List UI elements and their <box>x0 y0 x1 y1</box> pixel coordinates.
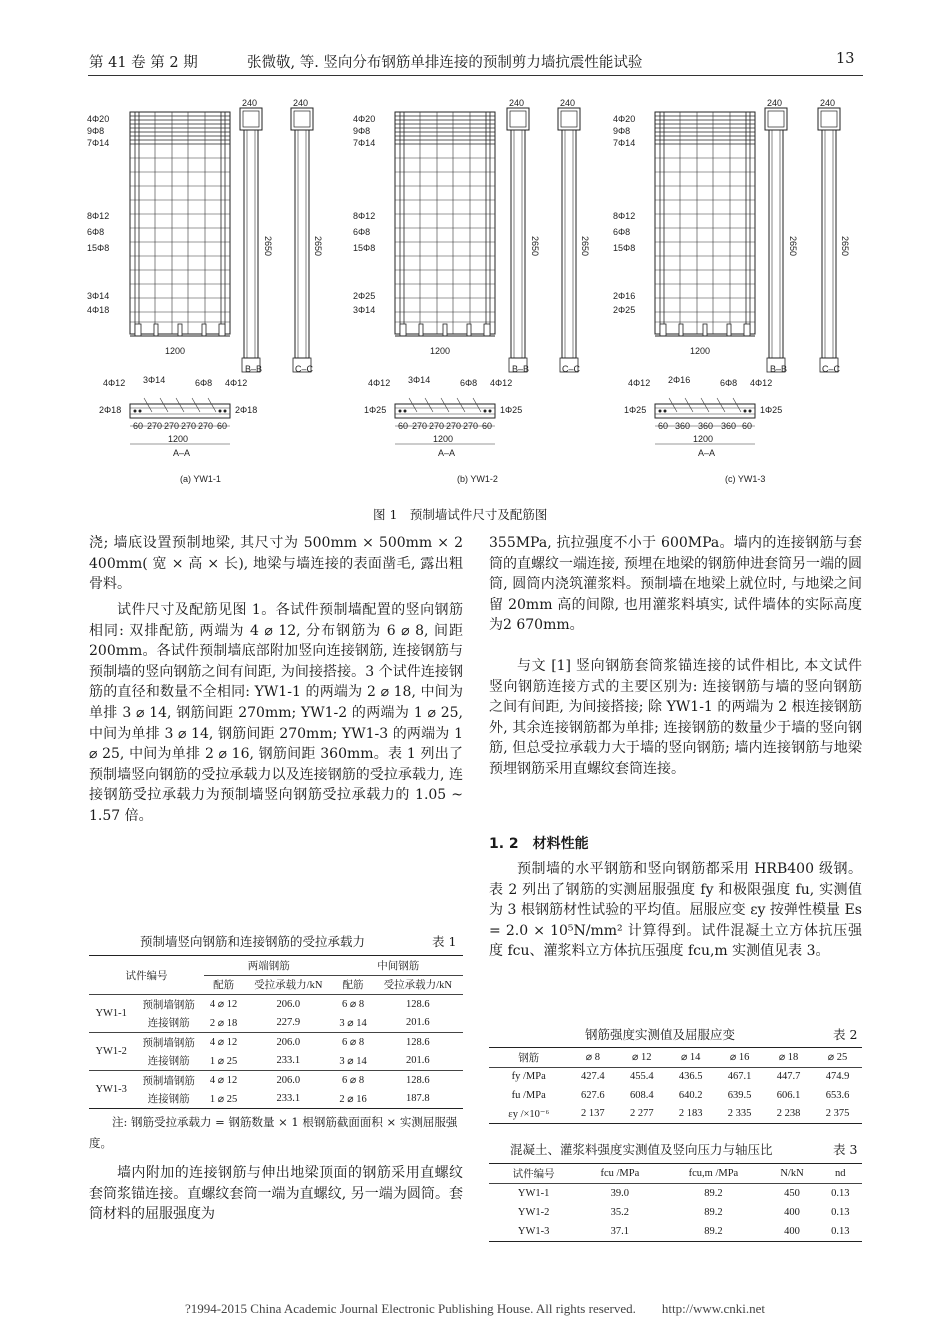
t2-cell: 467.1 <box>727 1071 752 1083</box>
fig-a-sp-4: 270 <box>198 421 214 431</box>
fig-b-label-7: 2Φ25 <box>353 291 376 301</box>
right-para-3: 预制墙的水平钢筋和竖向钢筋都采用 HRB400 级钢。表 2 列出了钢筋的实测屈服强度 fy 和极限强度 fu, 实测值为 3 根钢筋材性试验的平均值。屈服应变 εy 按弹性模量 Es = 2.0 × 10⁵N/mm² 计算得到。试件混凝土立方体抗压强度 fcu、灌浆料立方体抗压强度 fcu,m 实测值见表 3。 <box>489 861 862 960</box>
t1-cell: 预制墙钢筋 <box>142 1037 195 1049</box>
fig-c-aa-left: 1Φ25 <box>624 405 647 415</box>
t1-cell: 连接钢筋 <box>147 1056 190 1068</box>
fig-b-aa-t2: 3Φ14 <box>408 375 431 385</box>
fig-b-caption: (b) YW1-2 <box>457 474 498 484</box>
fig-a-aa-left: 2Φ18 <box>99 405 122 415</box>
fig-b-bb-label: B–B <box>512 364 530 374</box>
t2-cell: 2 183 <box>678 1108 703 1120</box>
t2-cell: 2 335 <box>727 1108 752 1120</box>
t1-head-cap-2: 受拉承载力/kN <box>383 980 452 992</box>
t1-cell: 206.0 <box>276 998 301 1010</box>
t1-head-end: 两端钢筋 <box>204 956 333 976</box>
t1-cell: 1 ⌀ 25 <box>209 1055 238 1067</box>
table-1 <box>89 955 463 1109</box>
table-3-title: 混凝土、灌浆料强度实测值及竖向压力与轴压比 <box>510 1142 773 1157</box>
t3-cell: 0.13 <box>831 1207 850 1218</box>
fig-a-sp-0: 60 <box>133 421 144 431</box>
t1-head-reinf-1: 配筋 <box>213 980 235 992</box>
fig-b-sp-2: 270 <box>429 421 445 431</box>
t1-cell: 4 ⌀ 12 <box>209 999 238 1011</box>
fig-c-aa-t1: 4Φ12 <box>628 378 651 388</box>
t2-head: ⌀ 8 <box>585 1052 600 1064</box>
fig-c-sp-3: 360 <box>721 421 737 431</box>
t1-cell: 6 ⌀ 8 <box>342 999 365 1011</box>
fig-a-label-3: 7Φ14 <box>87 138 110 148</box>
t1-row-id: YW1-1 <box>95 1008 127 1019</box>
t3-head: nd <box>835 1168 846 1179</box>
t2-cell: 447.7 <box>776 1071 801 1083</box>
t2-cell: 474.9 <box>825 1071 850 1083</box>
fig-a-caption: (a) YW1-1 <box>180 474 221 484</box>
t1-cell: 连接钢筋 <box>147 1018 190 1030</box>
t1-cell: 连接钢筋 <box>147 1094 190 1106</box>
t3-head: fcu /MPa <box>600 1168 640 1179</box>
t3-cell: YW1-1 <box>517 1188 550 1199</box>
panel-c-section-cc <box>818 108 840 372</box>
fig-b-bb-top: 240 <box>509 98 525 108</box>
fig-a-width: 1200 <box>165 346 186 356</box>
fig-c-sp-1: 360 <box>675 421 691 431</box>
t3-cell: 37.1 <box>610 1226 630 1237</box>
t1-cell: 6 ⌀ 8 <box>342 1075 365 1087</box>
fig-a-label-4: 8Φ12 <box>87 211 110 221</box>
t1-row-id: YW1-3 <box>89 1071 133 1109</box>
panel-c-section-bb <box>765 108 787 372</box>
table-2-number: 表 2 <box>833 1027 858 1042</box>
t1-cell: 233.1 <box>276 1055 301 1067</box>
t1-cell: 2 ⌀ 16 <box>339 1093 367 1105</box>
t2-cell: 640.2 <box>678 1089 703 1101</box>
right-para-2: 与文 [1] 竖向钢筋套筒浆锚连接的试件相比, 本文试件竖向钢筋连接方式的主要区别为: 连接钢筋与墙的竖向钢筋之间有间距, 为间接搭接; 除 YW1-1 的两端为 2 根连接钢筋外, 其余连接钢筋都为单排; 连接钢筋的数量少于墙的竖向钢筋, 但总受拉承载力大于墙的竖向钢筋; 墙内连接钢筋与地梁预埋钢筋采用直螺纹套筒连接。 <box>489 658 862 777</box>
fig-b-label-8: 3Φ14 <box>353 305 376 315</box>
fig-c-label-2: 9Φ8 <box>613 126 631 136</box>
fig-b-aa-right: 1Φ25 <box>500 405 523 415</box>
t3-cell: 35.2 <box>610 1207 630 1218</box>
fig-c-width: 1200 <box>690 346 711 356</box>
fig-a-sp-5: 60 <box>217 421 228 431</box>
t3-cell: 89.2 <box>704 1226 723 1237</box>
panel-b-elevation <box>395 112 495 336</box>
t3-head: 试件编号 <box>512 1169 555 1180</box>
left-para-3: 墙内附加的连接钢筋与伸出地梁顶面的钢筋采用直螺纹套筒浆锚连接。直螺纹套筒一端为直螺纹, 另一端为圆筒。套筒材料的屈服强度为 <box>89 1165 463 1223</box>
table-2-title: 钢筋强度实测值及屈服应变 <box>585 1027 736 1042</box>
fig-a-sp-2: 270 <box>164 421 180 431</box>
t1-head-id: 试件编号 <box>89 956 204 995</box>
fig-c-label-7: 2Φ16 <box>613 291 636 301</box>
t2-cell: fy /MPa <box>511 1071 546 1083</box>
t3-cell: 89.2 <box>704 1207 723 1218</box>
fig-a-height-c: 2650 <box>313 236 323 257</box>
t1-cell: 4 ⌀ 12 <box>209 1037 238 1049</box>
fig-b-aa-t3: 6Φ8 <box>460 378 478 388</box>
fig-c-sp-0: 60 <box>658 421 669 431</box>
fig-c-label-5: 6Φ8 <box>613 227 631 237</box>
t2-cell: 436.5 <box>678 1071 703 1083</box>
fig-b-label-2: 9Φ8 <box>353 126 371 136</box>
fig-a-label-8: 4Φ18 <box>87 305 110 315</box>
t2-cell: 653.6 <box>825 1089 850 1101</box>
fig-a-bb-top: 240 <box>242 98 258 108</box>
fig-c-cc-top: 240 <box>820 98 836 108</box>
fig-b-label-5: 6Φ8 <box>353 227 371 237</box>
fig-b-sp-0: 60 <box>398 421 409 431</box>
fig-c-sp-2: 360 <box>698 421 714 431</box>
t1-cell: 206.0 <box>276 1074 301 1086</box>
copyright-footer: ?1994-2015 China Academic Journal Electronic Publishing House. All rights reserved. http://www.cnki.net <box>184 1301 766 1316</box>
fig-c-aa-t2: 2Φ16 <box>668 375 691 385</box>
fig-c-aa-label: A–A <box>698 448 716 458</box>
fig-c-label-3: 7Φ14 <box>613 138 636 148</box>
t3-cell: 89.2 <box>704 1188 723 1199</box>
t1-cell: 128.6 <box>406 1074 430 1086</box>
t2-cell: fu /MPa <box>511 1089 546 1101</box>
t2-head: ⌀ 12 <box>632 1052 652 1064</box>
fig-a-cc-top: 240 <box>293 98 309 108</box>
right-para-1: 355MPa, 抗拉强度不小于 600MPa。墙内的连接钢筋与套筒的直螺纹一端连接, 预埋在地梁的钢筋伸进套筒另一端的圆筒, 圆筒内浇筑灌浆料。预制墙在地梁上就位时, 与地梁之间留 20mm 高的间隙, 也用灌浆料填实, 试件墙体的实际高度为2 670mm。 <box>489 535 862 634</box>
t1-cell: 1 ⌀ 25 <box>209 1093 238 1105</box>
fig-c-bb-label: B–B <box>770 364 788 374</box>
t3-cell: 400 <box>784 1226 800 1237</box>
t1-cell: 3 ⌀ 14 <box>339 1055 367 1067</box>
left-para-1: 浇; 墙底设置预制地梁, 其尺寸为 500mm × 500mm × 2 400mm( 宽 × 高 × 长), 地梁与墙连接的表面凿毛, 露出粗骨料。 <box>89 535 463 593</box>
fig-a-cc-label: C–C <box>295 364 314 374</box>
t3-head: N/kN <box>780 1168 804 1179</box>
fig-c-aa-width: 1200 <box>693 434 714 444</box>
fig-b-sp-3: 270 <box>446 421 462 431</box>
fig-b-height-b: 2650 <box>530 236 540 257</box>
journal-volume: 第 41 卷 第 2 期 <box>89 55 198 71</box>
table-3-number: 表 3 <box>833 1142 858 1157</box>
t3-head: fcu,m /MPa <box>688 1168 739 1179</box>
t3-cell: 0.13 <box>831 1226 850 1237</box>
fig-b-aa-label: A–A <box>438 448 456 458</box>
fig-a-sp-3: 270 <box>181 421 197 431</box>
panel-a-elevation <box>130 112 230 336</box>
fig-b-label-3: 7Φ14 <box>353 138 376 148</box>
t1-cell: 预制墙钢筋 <box>142 999 195 1011</box>
t3-cell: 39.0 <box>610 1188 630 1199</box>
table-3 <box>489 1163 862 1242</box>
fig-c-aa-t3: 6Φ8 <box>720 378 738 388</box>
fig-b-sp-1: 270 <box>412 421 428 431</box>
fig-c-bb-top: 240 <box>767 98 783 108</box>
table-1-number: 表 1 <box>432 934 457 949</box>
t1-cell: 预制墙钢筋 <box>142 1075 195 1087</box>
figure-1-caption: 图 1 预制墙试件尺寸及配筋图 <box>373 507 548 522</box>
t2-cell: 427.4 <box>581 1071 605 1083</box>
fig-a-sp-1: 270 <box>147 421 163 431</box>
fig-b-aa-t1: 4Φ12 <box>368 378 391 388</box>
t2-cell: 639.5 <box>727 1089 752 1101</box>
article-title: 张微敬, 等. 竖向分布钢筋单排连接的预制剪力墙抗震性能试验 <box>247 55 643 71</box>
fig-b-cc-top: 240 <box>560 98 576 108</box>
fig-b-aa-t4: 4Φ12 <box>490 378 513 388</box>
fig-a-aa-right: 2Φ18 <box>235 405 258 415</box>
fig-a-label-2: 9Φ8 <box>87 126 105 136</box>
table-1-note: 注: 钢筋受拉承载力 = 钢筋数量 × 1 根钢筋截面面积 × 实测屈服强度。 <box>89 1115 458 1150</box>
t2-head: ⌀ 16 <box>729 1052 750 1064</box>
t2-cell: 627.6 <box>581 1089 605 1101</box>
panel-c-elevation <box>655 112 755 336</box>
fig-b-label-4: 8Φ12 <box>353 211 376 221</box>
fig-c-height-b: 2650 <box>788 236 798 257</box>
panel-a-section-bb <box>240 108 262 372</box>
t2-head: ⌀ 14 <box>680 1052 701 1064</box>
t2-cell: 2 375 <box>825 1108 850 1120</box>
t2-head: ⌀ 18 <box>778 1052 799 1064</box>
fig-a-aa-t4: 4Φ12 <box>225 378 248 388</box>
fig-b-label-6: 15Φ8 <box>353 243 376 253</box>
fig-a-height-b: 2650 <box>263 236 273 257</box>
fig-c-label-4: 8Φ12 <box>613 211 636 221</box>
t3-cell: YW1-2 <box>517 1207 550 1218</box>
fig-c-cc-label: C–C <box>822 364 841 374</box>
t2-cell: 455.4 <box>629 1071 654 1083</box>
page-number: 13 <box>836 51 855 67</box>
t2-cell: 606.1 <box>776 1089 801 1101</box>
fig-c-label-6: 15Φ8 <box>613 243 636 253</box>
t2-cell: 608.4 <box>629 1089 654 1101</box>
t2-head: ⌀ 25 <box>827 1052 848 1064</box>
fig-a-label-1: 4Φ20 <box>87 114 110 124</box>
fig-b-sp-4: 270 <box>463 421 479 431</box>
t3-cell: 450 <box>784 1188 800 1199</box>
fig-c-sp-4: 60 <box>742 421 753 431</box>
fig-a-label-5: 6Φ8 <box>87 227 105 237</box>
fig-b-aa-left: 1Φ25 <box>364 405 387 415</box>
fig-c-aa-t4: 4Φ12 <box>750 378 773 388</box>
t2-head: 钢筋 <box>518 1052 540 1064</box>
t2-cell: εy /×10⁻⁶ <box>508 1108 550 1120</box>
t3-cell: 0.13 <box>831 1188 850 1199</box>
figure-1-drawings <box>85 96 875 501</box>
left-para-2: 试件尺寸及配筋见图 1。各试件预制墙配置的竖向钢筋相同: 双排配筋, 两端为 4 ⌀ 12, 分布钢筋为 6 ⌀ 8, 间距 200mm。各试件预制墙底部附加竖向连接钢筋, 连接钢筋与预制墙的竖向钢筋之间有间距, 为间接搭接。3 个试件连接钢筋的直径和数量不全相同: YW1-1 的两端为 2 ⌀ 18, 中间为单排 3 ⌀ 14, 钢筋间距 270mm; YW1-2 的两端为 1 ⌀ 25, 中间为单排 3 ⌀ 14, 钢筋间距 270mm; YW1-3 的两端为 1 ⌀ 25, 中间为单排 2 ⌀ 16, 钢筋间距 360mm。表 1 列出了预制墙竖向钢筋的受拉承载力以及连接钢筋的受拉承载力, 连接钢筋受拉承载力为预制墙竖向钢筋受拉承载力的 1.05 ~ 1.57 倍。 <box>89 602 463 824</box>
t1-cell: 2 ⌀ 18 <box>209 1017 238 1029</box>
fig-b-label-1: 4Φ20 <box>353 114 376 124</box>
fig-a-label-7: 3Φ14 <box>87 291 110 301</box>
fig-b-sp-5: 60 <box>482 421 493 431</box>
fig-c-label-1: 4Φ20 <box>613 114 636 124</box>
t1-cell: 128.6 <box>406 998 430 1010</box>
t1-row-id: YW1-2 <box>89 1033 133 1071</box>
t2-cell: 2 238 <box>776 1108 801 1120</box>
t1-cell: 227.9 <box>276 1017 301 1029</box>
fig-c-aa-right: 1Φ25 <box>760 405 783 415</box>
t1-cell: 206.0 <box>276 1036 301 1048</box>
fig-a-aa-t3: 6Φ8 <box>195 378 213 388</box>
fig-a-aa-t2: 3Φ14 <box>143 375 166 385</box>
t1-cell: 4 ⌀ 12 <box>209 1075 238 1087</box>
t1-cell: 187.8 <box>406 1093 430 1105</box>
t1-cell: 128.6 <box>406 1036 430 1048</box>
t1-cell: 6 ⌀ 8 <box>342 1037 365 1049</box>
fig-c-caption: (c) YW1-3 <box>725 474 766 484</box>
t1-cell: 201.6 <box>406 1017 430 1029</box>
fig-a-aa-label: A–A <box>173 448 191 458</box>
fig-a-bb-label: B–B <box>245 364 263 374</box>
header-rule <box>88 75 863 76</box>
t2-cell: 2 137 <box>581 1108 605 1120</box>
t1-cell: 201.6 <box>406 1055 430 1067</box>
t1-head-mid: 中间钢筋 <box>333 956 463 976</box>
fig-c-height-c: 2650 <box>840 236 850 257</box>
t1-cell: 3 ⌀ 14 <box>339 1017 367 1029</box>
panel-b-section-bb <box>507 108 529 372</box>
fig-a-aa-t1: 4Φ12 <box>103 378 126 388</box>
table-1-title: 预制墙竖向钢筋和连接钢筋的受拉承载力 <box>140 934 366 949</box>
panel-b-section-cc <box>558 108 580 372</box>
fig-a-aa-width: 1200 <box>168 434 189 444</box>
panel-a-section-cc <box>291 108 313 372</box>
t3-cell: YW1-3 <box>517 1226 550 1237</box>
table-2 <box>489 1047 862 1124</box>
fig-b-height-c: 2650 <box>580 236 590 257</box>
fig-a-label-6: 15Φ8 <box>87 243 110 253</box>
fig-c-label-8: 2Φ25 <box>613 305 636 315</box>
t3-cell: 400 <box>784 1207 800 1218</box>
t1-head-reinf-2: 配筋 <box>342 980 364 992</box>
section-heading: 1. 2 材料性能 <box>489 836 589 852</box>
t1-cell: 233.1 <box>276 1093 301 1105</box>
t1-head-cap-1: 受拉承载力/kN <box>254 980 323 992</box>
fig-b-cc-label: C–C <box>562 364 581 374</box>
fig-b-aa-width: 1200 <box>433 434 454 444</box>
fig-b-width: 1200 <box>430 346 451 356</box>
t2-cell: 2 277 <box>629 1108 654 1120</box>
